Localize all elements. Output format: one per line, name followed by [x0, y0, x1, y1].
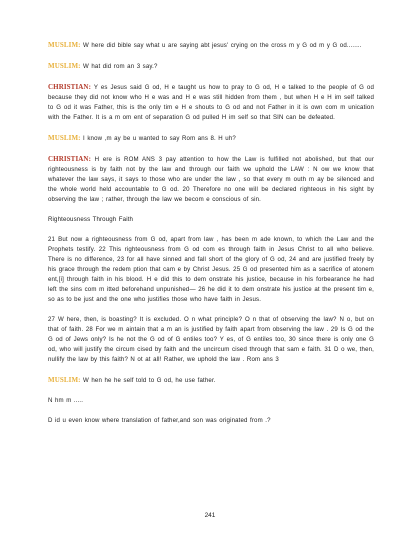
speaker-label-muslim: MUSLIM: [48, 134, 81, 142]
speaker-label-christian: CHRISTIAN: [48, 83, 92, 91]
speaker-label-christian: CHRISTIAN: [48, 155, 92, 163]
paragraph-text: W hen he he self told to G od, he use father. [83, 377, 216, 384]
paragraph-text: I know ,m ay be u wanted to say Rom ans 8. H uh? [83, 135, 236, 142]
scripture-paragraph [48, 235, 374, 305]
section-heading [48, 215, 374, 225]
scripture-paragraph [48, 315, 374, 365]
paragraph-text: Righteousness Through Faith [48, 216, 134, 223]
speaker-label-muslim: MUSLIM: [48, 376, 81, 384]
dialogue-paragraph [48, 375, 374, 386]
paragraph-text: D id u even know where translation of father,and son was originated from .? [48, 417, 271, 424]
dialogue-paragraph [48, 40, 374, 51]
paragraph-text: W hat did rom an 3 say.? [83, 63, 158, 70]
paragraph-text: 27 W here, then, is boasting? It is excluded. O n what principle? O n that of observing the law? N o, but on that of faith. 28 For we m aintain that a m an is justified by faith apart from observing the law . 29 Is G od the G od of Jews only? Is he not the G od of G entiles too? Y es, of G entiles too, 30 since there is only one G od, who will justify the circum cised by faith and the uncircum cised through that sam e faith. 31 D o we, then, nullify the law by this faith? N ot at all! Rather, we uphold the law . Rom ans 3 [48, 316, 374, 363]
dialogue-paragraph [48, 82, 374, 123]
paragraph-text: W here did bible say what u are saying abt jesus' crying on the cross m y G od m y G od........ [83, 42, 362, 49]
dialogue-paragraph [48, 133, 374, 144]
plain-paragraph [48, 396, 374, 406]
paragraph-text: Y es Jesus said G od, H e taught us how to pray to G od, H e talked to the people of G od because they did not know who H e was and H e was still hidden from them , but when H e H im self talked to G od it was Father, this is the only tim e H e shouts to G od and not Father in it is own com m unication with the Father. It is a m om ent of separation G od pulled H im self so that SIN can be defeated. [48, 84, 374, 121]
page-number: 241 [204, 512, 216, 519]
dialogue-paragraph [48, 61, 374, 72]
speaker-label-muslim: MUSLIM: [48, 62, 81, 70]
dialogue-paragraph [48, 154, 374, 205]
paragraph-text: H ere is ROM ANS 3 pay attention to how the Law is fulfilled not abolished, but that our righteousness is by faith not by the law and through our faith we uphold the LAW : N ow we know that whatever the law says, it says to those who are under the law , so that every m outh m ay be silenced and the whole world held accountable to G od. 20 Therefore no one will be declared righteous in his sight by observing the law ; rather, through the law we becom e conscious of sin. [48, 156, 375, 203]
plain-paragraph [48, 416, 374, 426]
speaker-label-muslim: MUSLIM: [48, 41, 81, 49]
paragraph-text: N hm m ..... [48, 397, 84, 404]
paragraph-text: 21 But now a righteousness from G od, apart from law , has been m ade known, to which the Law and the Prophets testify. 22 This righteousness from G od com es through faith in Jesus Christ to all who believe. There is no difference, 23 for all have sinned and fall short of the glory of G od, 24 and are justified freely by his grace through the redem ption that cam e by Christ Jesus. 25 G od presented him as a sacrifice of atonem ent,[i] through faith in his blood. H e did this to dem onstrate his justice, because in his forbearance he had left the sins com m itted beforehand unpunished— 26 he did it to dem onstrate his justice at the present tim e, so as to be just and the one who justifies those who have faith in Jesus. [48, 236, 374, 303]
